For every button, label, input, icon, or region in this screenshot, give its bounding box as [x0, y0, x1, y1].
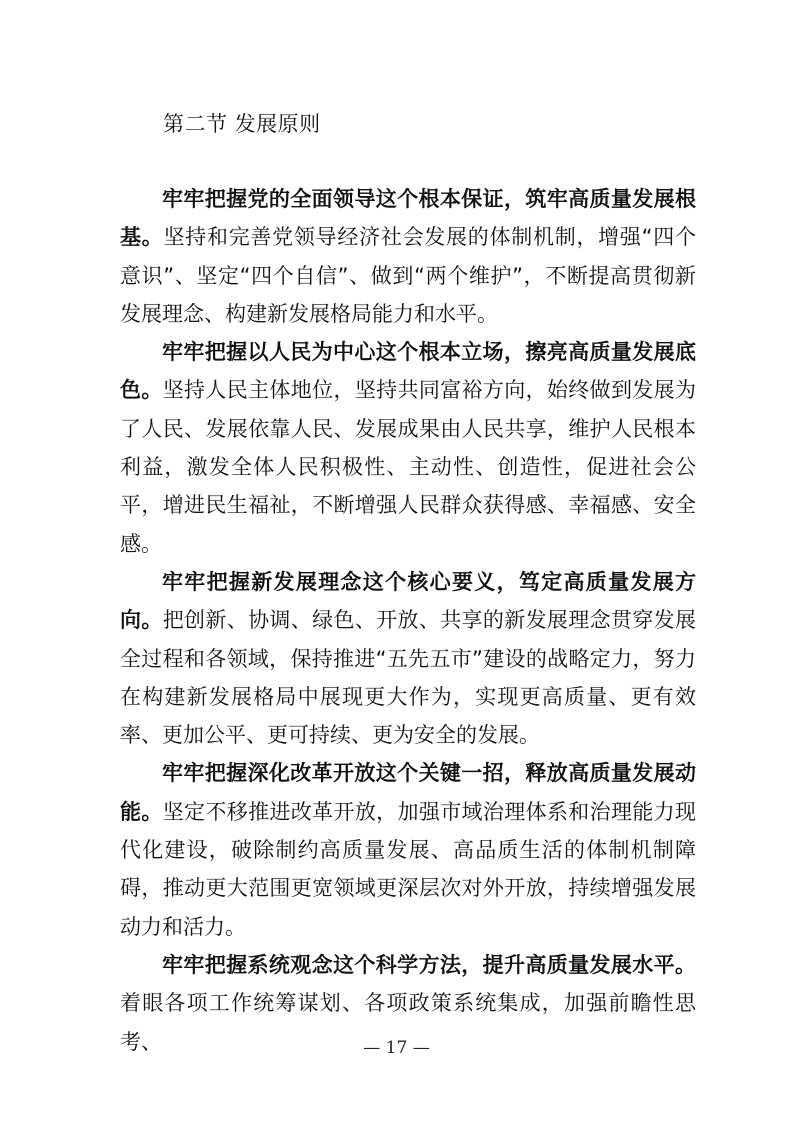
paragraph-body: 坚持人民主体地位，坚持共同富裕方向，始终做到发展为了人民、发展依靠人民、发展成果由人民共享，维护人民根本利益，激发全体人民积极性、主动性、创造性，促进社会公平，增进民生福祉，不断增强人民群众获得感、幸福感、安全感。 [120, 378, 697, 556]
paragraph-lead: 牢牢把握新发展理念这个核心要义，笃定高质量发展方向。 [120, 569, 696, 633]
paragraph-body: 把创新、协调、绿色、开放、共享的新发展理念贯穿发展全过程和各领域，保持推进“五先五市”建设的战略定力，努力在构建新发展格局中展现更大作为，实现更高质量、更有效率、更加公平、更可持续、更为安全的发展。 [120, 608, 697, 748]
paragraph-lead: 牢牢把握系统观念这个科学方法，提升高质量发展水平。 [162, 952, 696, 977]
paragraph-3 [120, 563, 696, 754]
body-text [120, 180, 696, 1061]
paragraph-1 [120, 180, 696, 333]
paragraph-body: 坚持和完善党领导经济社会发展的体制机制，增强“四个意识”、坚定“四个自信”、做到“两个维护”，不断提高贯彻新发展理念、构建新发展格局能力和水平。 [120, 225, 697, 326]
section-title: 第二节 发展原则 [163, 112, 321, 136]
paragraph-lead: 牢牢把握深化改革开放这个关键一招，释放高质量发展动能。 [120, 761, 696, 824]
page-number: — 17 — [363, 1038, 430, 1058]
paragraph-body: 着眼各项工作统筹谋划、各项政策系统集成，加强前瞻性思考、 [120, 991, 696, 1054]
paragraph-body: 坚定不移推进改革开放，加强市域治理体系和治理能力现代化建设，破除制约高质量发展、高品质生活的体制机制障碍，推动更大范围更宽领域更深层次对外开放，持续增强发展动力和活力。 [120, 799, 697, 939]
paragraph-lead: 牢牢把握党的全面领导这个根本保证，筑牢高质量发展根基。 [120, 187, 696, 250]
paragraph-lead: 牢牢把握以人民为中心这个根本立场，擦亮高质量发展底色。 [120, 340, 696, 403]
paragraph-4 [120, 754, 696, 945]
paragraph-2 [120, 333, 696, 563]
